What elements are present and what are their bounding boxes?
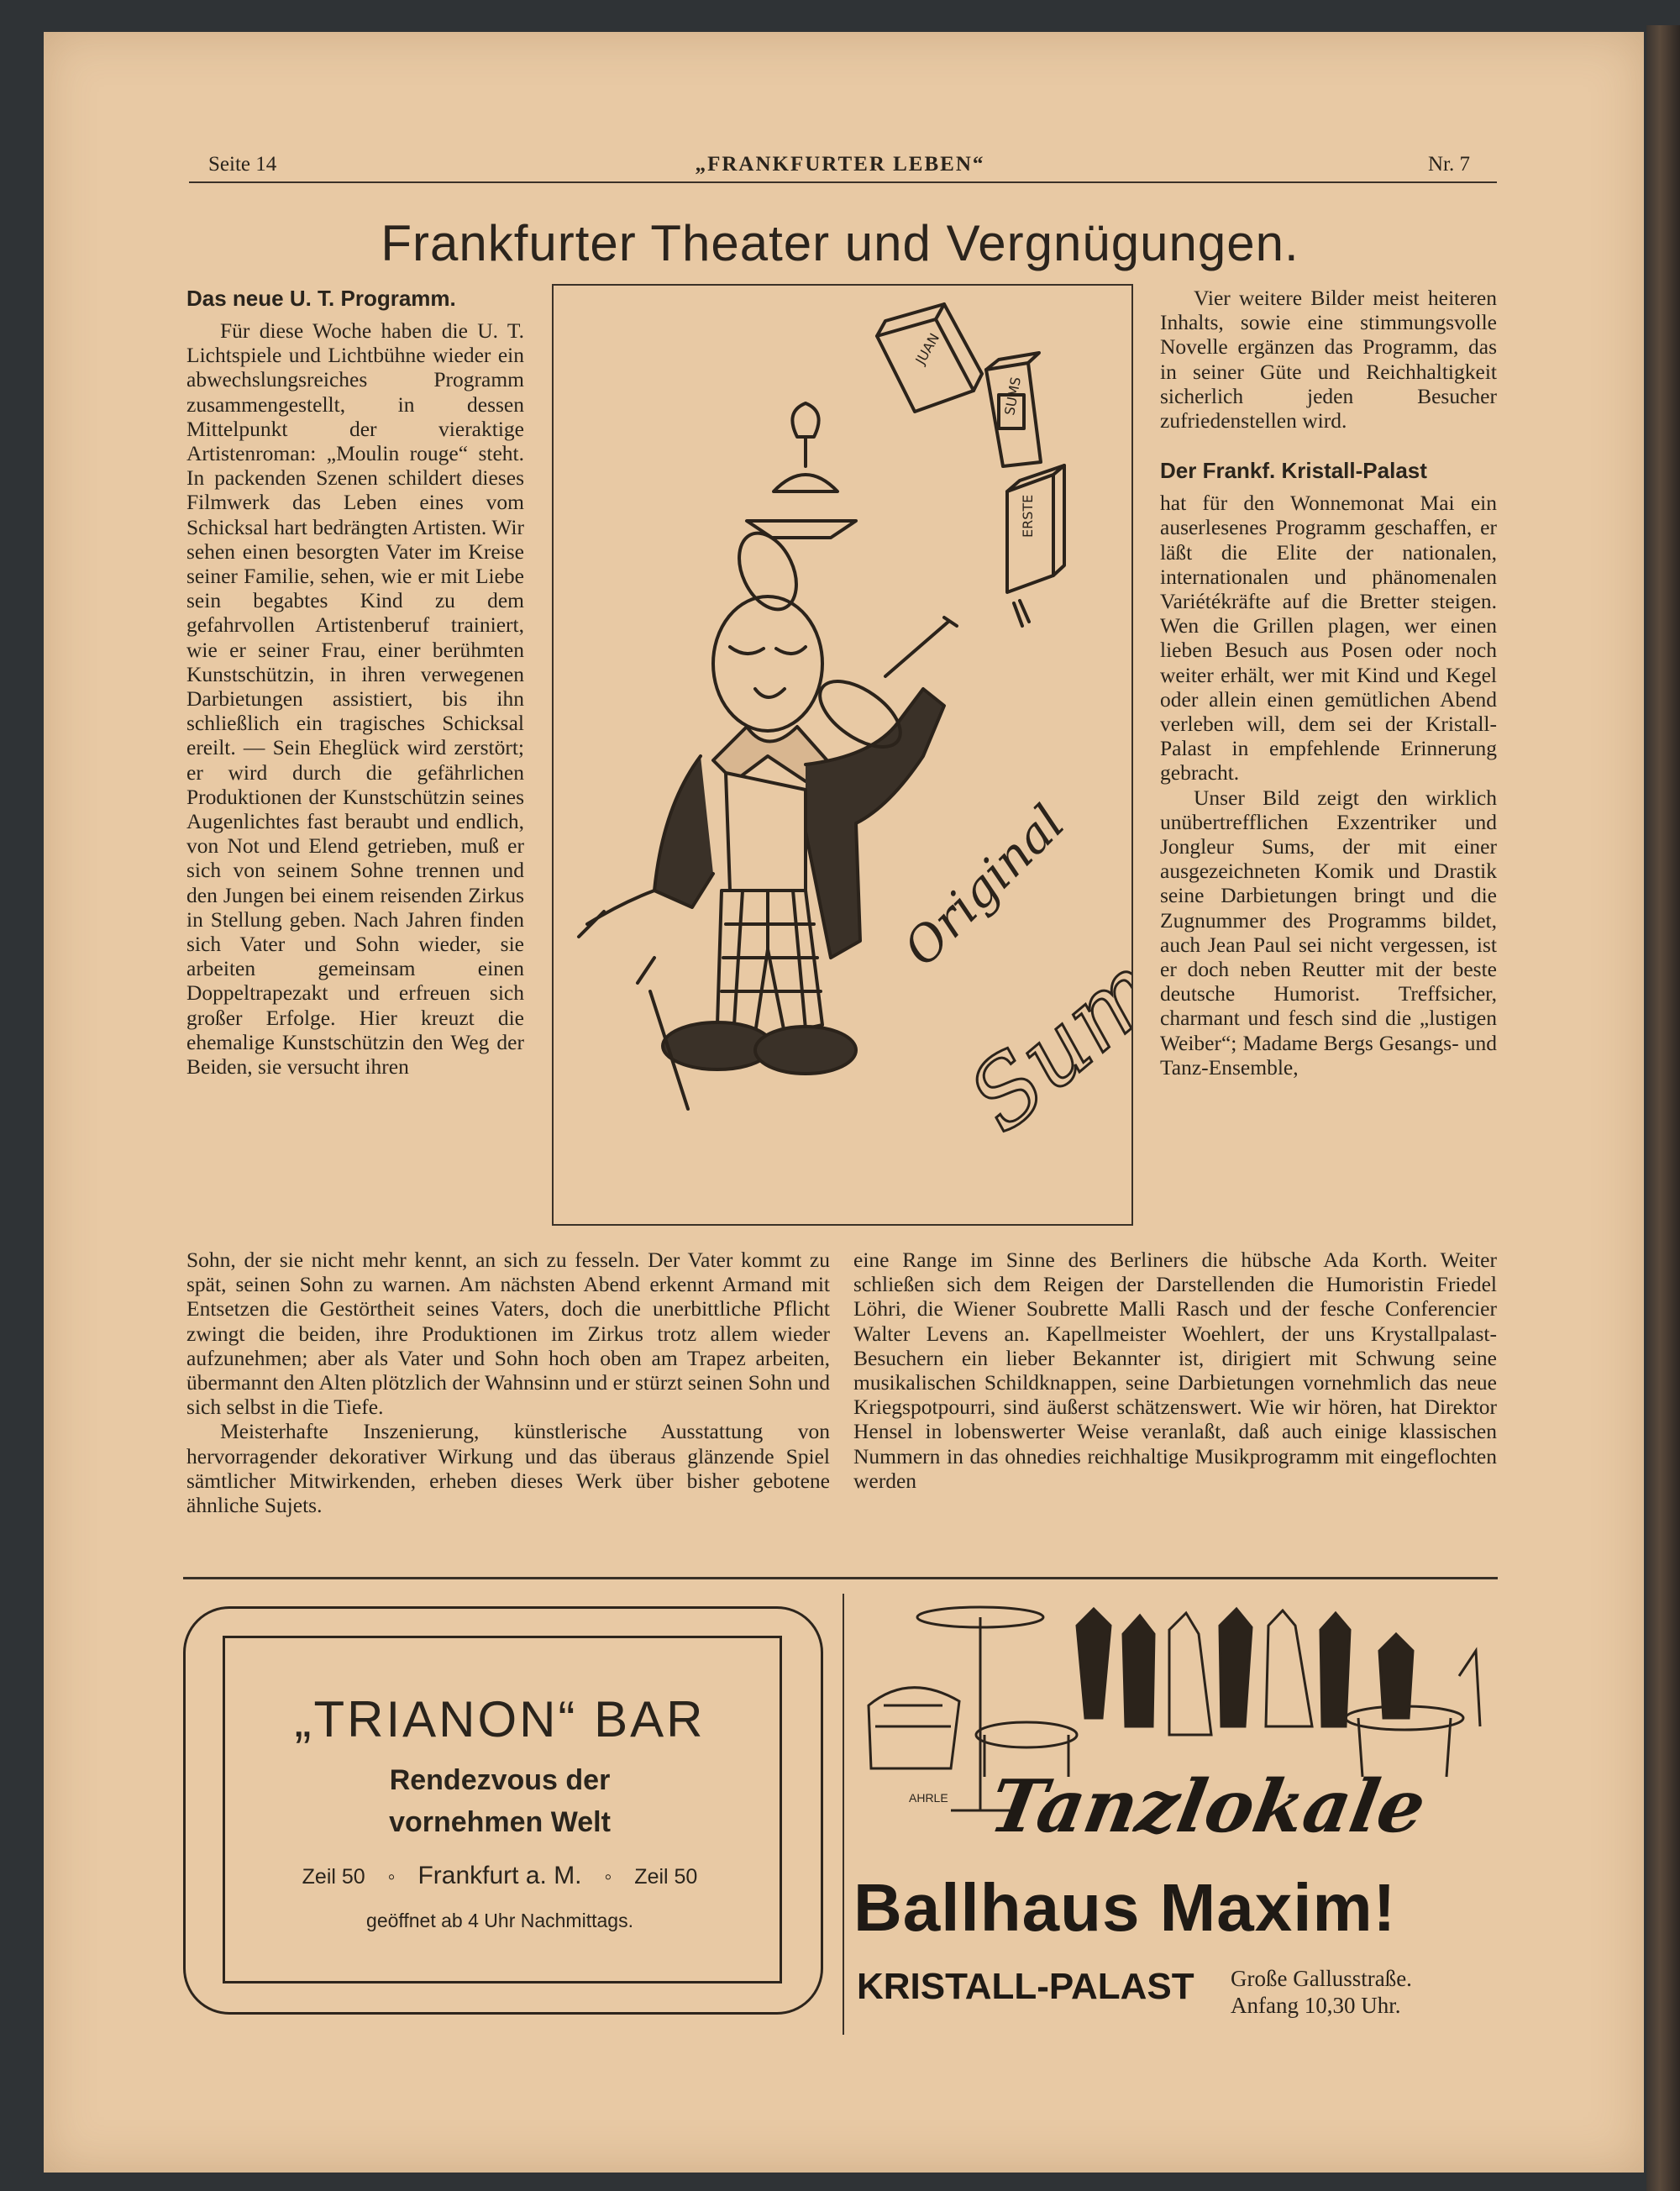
box-label: SUMS (1001, 376, 1024, 417)
header-rule (189, 181, 1497, 183)
ad-maxim-address: Große Gallusstraße. (1231, 1966, 1412, 1991)
article-body-kristall: hat für den Wonnemonat Mai ein auserlesenes Programm geschaffen, er läßt die Elite der nationalen, internationalen und phänomenalen Variétékräfte auf die Bretter steigen. Wen die Grillen plagen, wer einen lieben Besuch aus Posen oder noch weiter erhält, wer mit Kind und Kegel oder allein einen gemütlichen Abend verleben will, dem sei der Kristall-Palast in empfehlende Erinnerung gebracht. (1160, 491, 1497, 786)
juggled-glass (747, 403, 856, 538)
table (976, 1722, 1077, 1747)
box-label: JUAN (912, 330, 943, 367)
ad-maxim-headline: Ballhaus Maxim! (853, 1870, 1397, 1945)
article-ut-programm (186, 286, 524, 1079)
publication-name: „FRANKFURTER LEBEN“ (695, 153, 985, 176)
ad-trianon-sep2: ◦ (604, 1865, 612, 1889)
article-body-wide-right: eine Range im Sinne des Berliners die hübsche Ada Korth. Weiter schließen sich dem Reigen der Darstellenden die Humoristin Friedel Löhri, die Wiener Soubrette Malli Rasch und der fesche Conferencier Walter Levens an. Kapellmeister Woehlert, der uns Krystallpalast-Besuchern ein lieber Bekannter ist, dirigiert mit Schwung seine musikalischen Schildknappen, seine Darbietungen vornehmlich das neue Kriegspotpourri, sind äußerst schätzenswert. Wie wir hören, hat Direktor Hensel in lobenswerter Weise veranlaßt, daß auch einige klassischen Nummern in das ohnedies reichhaltige Musikprogramm mit eingeflochten werden (853, 1248, 1497, 1493)
article-kristall-palast (1160, 286, 1497, 1080)
ad-trianon-hours: geöffnet ab 4 Uhr Nachmittags. (366, 1910, 633, 1931)
article-body: Für diese Woche haben die U. T. Lichtspiele und Lichtbühne wieder ein abwechslungsreiches Programm zusammengestellt, in dessen Mittelpunkt der vieraktige Artistenroman: „Moulin rouge“ steht. In packenden Szenen schildert dieses Filmwerk das Leben eines vom Schicksal hart bedrängten Artisten. Wir sehen einen besorgten Vater im Kreise seiner Familie, sehen, wie er mit Liebe sein begabtes Kind zu dem gefahrvollen Artistenberuf trainiert, wie er seiner Frau, einer berühmten Kunstschützin, in ihren verwegenen Darbietungen assistiert, bis ihn schließlich ein tragisches Schicksal ereilt. — Sein Eheglück wird zerstört; er wird durch die gefährlichen Produktionen der Kunstschützin seines Augenlichtes fast beraubt und endlich, von Not und Elend getrieben, muß er sich von seinem Sohne trennen und den Jungen bei einem reisenden Zirkus in Stellung geben. Nach Jahren finden sich Vater und Sohn wieder, sie arbeiten gemeinsam einen Doppeltrapezakt und erfreuen sich großer Erfolge. Hier kreuzt die ehemalige Kunstschützin den Weg der Beiden, sie versucht ihren (186, 318, 524, 1080)
ad-trianon-addr-right: Zeil 50 (634, 1865, 698, 1889)
sofa (869, 1688, 959, 1768)
juggled-box-3 (1007, 465, 1064, 626)
clown-figure (579, 524, 957, 1109)
article-ut-continued (186, 1248, 830, 1517)
artist-signature: AHRLE (909, 1791, 948, 1805)
page-number: Seite 14 (208, 153, 277, 176)
ad-trianon-line2: vornehmen Welt (389, 1806, 611, 1838)
juggler-illustration (554, 286, 1131, 1224)
checkered-trousers (717, 891, 822, 1033)
ad-maxim-opening: Anfang 10,30 Uhr. (1231, 1993, 1401, 2018)
illustration-frame (552, 284, 1133, 1226)
ad-maxim-venue: KRISTALL-PALAST (857, 1966, 1194, 2007)
ad-trianon-sep1: ◦ (387, 1865, 396, 1889)
ad-maxim-script-title: Tanzlokale (984, 1764, 1432, 1849)
caption-name: Sums (948, 904, 1131, 1153)
article-heading: Das neue U. T. Programm. (186, 286, 456, 311)
page-title: Frankfurter Theater und Vergnügungen. (381, 215, 1299, 271)
article-kristall-continued (853, 1248, 1497, 1493)
ad-trianon-addr-left: Zeil 50 (302, 1865, 365, 1889)
article-closing: Meisterhafte Inszenierung, künstlerische Ausstattung von hervorragender dekorativer Wirkung und das überaus glänzende Spiel sämtlicher Mitwirkenden, erheben dieses Werk über bisher gebotene ähnliche Sujets. (186, 1419, 830, 1518)
box-label: ERSTE (1020, 494, 1036, 538)
book-spine (1646, 25, 1680, 2191)
article-intro: Vier weitere Bilder meist heiteren Inhalts, sowie eine stimmungsvolle Novelle ergänzen das Programm, das in seiner Güte und Reichhaltigkeit sicherlich jeden Besucher zufriedenstellen wird. (1160, 286, 1497, 433)
ad-column-rule (843, 1594, 844, 2035)
ad-trianon-line1: Rendezvous der (389, 1764, 611, 1796)
ad-trianon-city: Frankfurt a. M. (417, 1862, 582, 1889)
article-body-kristall-2: Unser Bild zeigt den wirklich unübertrefflichen Exzentriker und Jongleur Sums, der mit einer ausgezeichneten Komik und Drastik seine Darbietungen bringt und die Zugnummer des Programms bildet, auch Jean Paul sei nicht vergessen, ist er doch neben Reutter mit der beste deutsche Humorist. Treffsicher, charmant und fesch sind die „lustigen Weiber“; Madame Bergs Gesangs- und Tanz-Ensemble, (1160, 785, 1497, 1080)
ad-trianon-address (223, 1862, 777, 1890)
ad-section-rule (183, 1577, 1498, 1579)
issue-number: Nr. 7 (1428, 153, 1470, 176)
article-heading-kristall: Der Frankf. Kristall-Palast (1160, 458, 1427, 484)
ad-trianon-name: „TRIANON“ BAR (294, 1691, 706, 1747)
right-shoe (755, 1027, 856, 1074)
caption-original: Original (892, 794, 1076, 978)
article-body-wide: Sohn, der sie nicht mehr kennt, an sich zu fesseln. Der Vater kommt zu spät, seinen Sohn zu warnen. Am nächsten Abend erkennt Armand mit Entsetzen die Gestörtheit seines Vaters, doch die unerbittliche Pflicht zwingt die beiden, ihre Produktionen im Zirkus trotz allem wieder aufzunehmen; aber als Vater und Sohn hoch oben am Trapez arbeiten, übermannt den Alten plötzlich der Wahnsinn und er stürzt seinen Sohn und sich selbst in die Tiefe. (186, 1248, 830, 1420)
